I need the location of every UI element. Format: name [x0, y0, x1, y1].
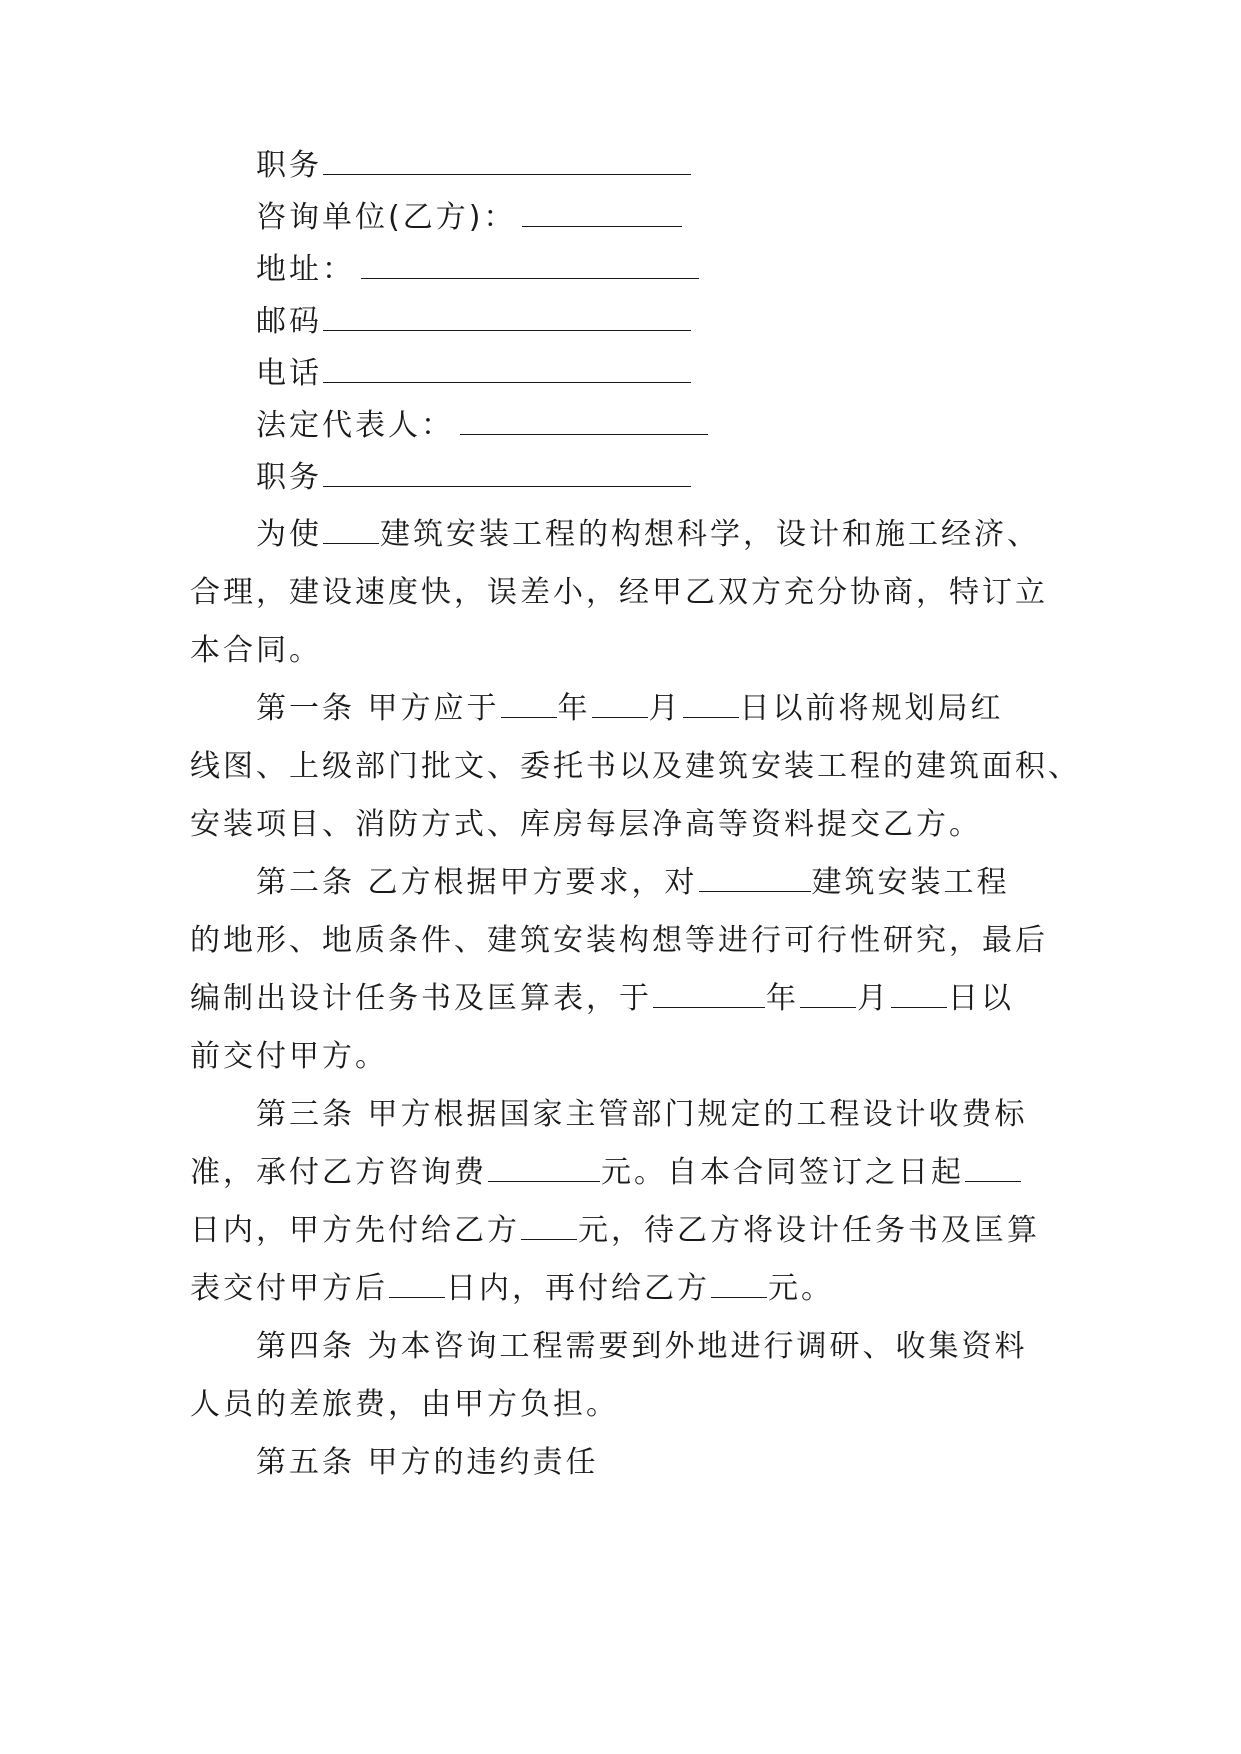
- article2-line-3: [190, 979, 1014, 1019]
- text: 日以前将规划局红: [739, 691, 1004, 726]
- article2-line-2: 的地形、地质条件、建筑安装构想等进行可行性研究，最后: [190, 923, 1048, 958]
- article3-line-1: 第三条 甲方根据国家主管部门规定的工程设计收费标: [256, 1097, 1028, 1132]
- blank-line[interactable]: [361, 254, 699, 279]
- blank-line[interactable]: [683, 693, 739, 718]
- blank-line[interactable]: [711, 1273, 767, 1298]
- article3-line-2: [190, 1153, 1022, 1193]
- article4-line-1: 第四条 为本咨询工程需要到外地进行调研、收集资料: [256, 1329, 1028, 1364]
- article1-line-1: [256, 689, 1004, 729]
- field-label: 法定代表人：: [256, 408, 454, 443]
- text: 建筑安装工程的构想科学，设计和施工经济、: [380, 517, 1040, 552]
- text: 第二条 乙方根据甲方要求，对: [256, 865, 698, 900]
- article2-line-4: 前交付甲方。: [190, 1039, 388, 1074]
- field-address: [256, 250, 700, 290]
- text: 元。: [768, 1271, 834, 1306]
- text: 年: [557, 691, 591, 726]
- text: 月: [648, 691, 682, 726]
- blank-line[interactable]: [323, 519, 379, 544]
- blank-line[interactable]: [965, 1157, 1021, 1182]
- blank-line[interactable]: [521, 1215, 577, 1240]
- blank-line[interactable]: [488, 1157, 600, 1182]
- field-title-b: [256, 458, 692, 498]
- preamble-line-1: [256, 515, 1040, 555]
- text: 编制出设计任务书及匡算表，于: [190, 981, 652, 1016]
- text: 月: [857, 981, 890, 1016]
- text: 日内，再付给乙方: [446, 1271, 710, 1306]
- article3-line-4: [190, 1269, 834, 1309]
- field-label: 邮码: [256, 304, 322, 339]
- blank-line[interactable]: [653, 983, 765, 1008]
- blank-line[interactable]: [323, 150, 691, 175]
- field-title-a: [256, 146, 692, 186]
- article2-line-1: [256, 863, 1010, 903]
- article3-line-3: [190, 1211, 1040, 1251]
- text: 建筑安装工程: [811, 865, 1010, 900]
- text: 日以: [948, 981, 1014, 1016]
- blank-line[interactable]: [323, 306, 691, 331]
- article5-heading: 第五条 甲方的违约责任: [256, 1445, 599, 1480]
- field-consulting-unit: [256, 198, 683, 238]
- blank-line[interactable]: [699, 867, 811, 892]
- text: 表交付甲方后: [190, 1271, 388, 1306]
- blank-line[interactable]: [891, 983, 947, 1008]
- article1-line-2: 线图、上级部门批文、委托书以及建筑安装工程的建筑面积、: [190, 749, 1081, 784]
- blank-line[interactable]: [522, 202, 682, 227]
- blank-line[interactable]: [460, 410, 708, 435]
- preamble-line-2: 合理，建设速度快，误差小，经甲乙双方充分协商，特订立: [190, 575, 1048, 610]
- preamble-line-3: 本合同。: [190, 633, 322, 668]
- text: 第一条 甲方应于: [256, 691, 500, 726]
- field-phone: [256, 354, 692, 394]
- text: 元。自本合同签订之日起: [601, 1155, 964, 1190]
- blank-line[interactable]: [800, 983, 856, 1008]
- field-label: 地址：: [256, 252, 355, 287]
- blank-line[interactable]: [389, 1273, 445, 1298]
- field-legal-rep: [256, 406, 709, 446]
- field-postcode: [256, 302, 692, 342]
- text: 元，待乙方将设计任务书及匡算: [578, 1213, 1040, 1248]
- blank-line[interactable]: [323, 358, 691, 383]
- text: 日内，甲方先付给乙方: [190, 1213, 520, 1248]
- blank-line[interactable]: [592, 693, 648, 718]
- text: 准，承付乙方咨询费: [190, 1155, 487, 1190]
- text: 为使: [256, 517, 322, 552]
- blank-line[interactable]: [501, 693, 557, 718]
- text: 年: [766, 981, 799, 1016]
- article1-line-3: 安装项目、消防方式、库房每层净高等资料提交乙方。: [190, 807, 982, 842]
- field-label: 职务: [256, 148, 322, 183]
- field-label: 电话: [256, 356, 322, 391]
- field-label: 咨询单位(乙方)：: [256, 200, 517, 235]
- blank-line[interactable]: [323, 462, 691, 487]
- article4-line-2: 人员的差旅费，由甲方负担。: [190, 1387, 619, 1422]
- field-label: 职务: [256, 460, 322, 495]
